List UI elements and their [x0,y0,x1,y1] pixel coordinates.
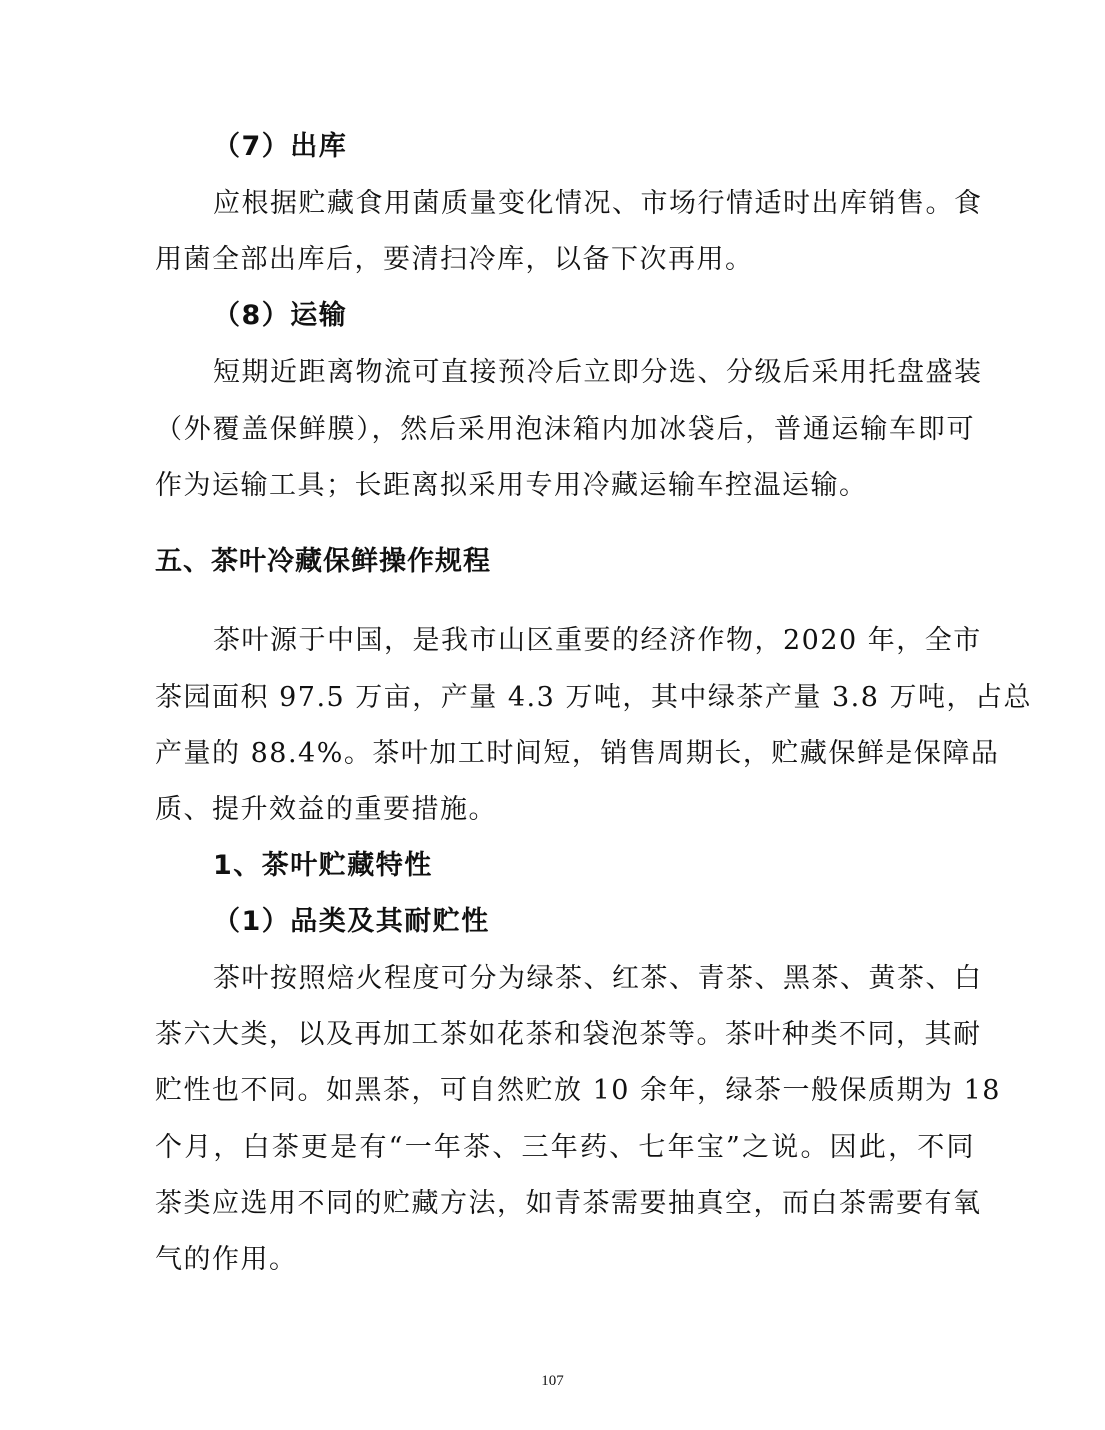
paragraph-line: 应根据贮藏食用菌质量变化情况、市场行情适时出库销售。食 [213,188,983,219]
subheading-1a-varieties: （1）品类及其耐贮性 [213,906,490,937]
subheading-7-outbound: （7）出库 [213,131,348,162]
paragraph-line: 气的作用。 [155,1244,298,1275]
paragraph-line: 茶叶源于中国，是我市山区重要的经济作物，2020 年，全市 [213,625,982,656]
section-heading-5: 五、茶叶冷藏保鲜操作规程 [155,546,491,577]
paragraph-line: 茶叶按照焙火程度可分为绿茶、红茶、青茶、黑茶、黄茶、白 [213,963,983,994]
paragraph-line: 茶类应选用不同的贮藏方法，如青茶需要抽真空，而白茶需要有氧 [155,1188,982,1219]
paragraph-line: 茶园面积 97.5 万亩，产量 4.3 万吨，其中绿茶产量 3.8 万吨，占总 [155,682,1032,713]
paragraph-line: 产量的 88.4%。茶叶加工时间短，销售周期长，贮藏保鲜是保障品 [155,738,1000,769]
paragraph-line: 用菌全部出库后，要清扫冷库，以备下次再用。 [155,244,754,275]
paragraph-line: 作为运输工具；长距离拟采用专用冷藏运输车控温运输。 [155,470,868,501]
paragraph-line: （外覆盖保鲜膜），然后采用泡沫箱内加冰袋后，普通运输车即可 [155,414,975,445]
subheading-1-storage-characteristics: 1、茶叶贮藏特性 [213,850,433,881]
paragraph-line: 茶六大类，以及再加工茶如花茶和袋泡茶等。茶叶种类不同，其耐 [155,1019,982,1050]
subheading-8-transport: （8）运输 [213,300,348,331]
paragraph-line: 个月，白茶更是有“一年茶、三年药、七年宝”之说。因此，不同 [155,1132,975,1163]
paragraph-line: 短期近距离物流可直接预冷后立即分选、分级后采用托盘盛装 [213,357,983,388]
paragraph-line: 质、提升效益的重要措施。 [155,794,497,825]
page-number: 107 [541,1373,564,1389]
paragraph-line: 贮性也不同。如黑茶，可自然贮放 10 余年，绿茶一般保质期为 18 [155,1075,1001,1106]
